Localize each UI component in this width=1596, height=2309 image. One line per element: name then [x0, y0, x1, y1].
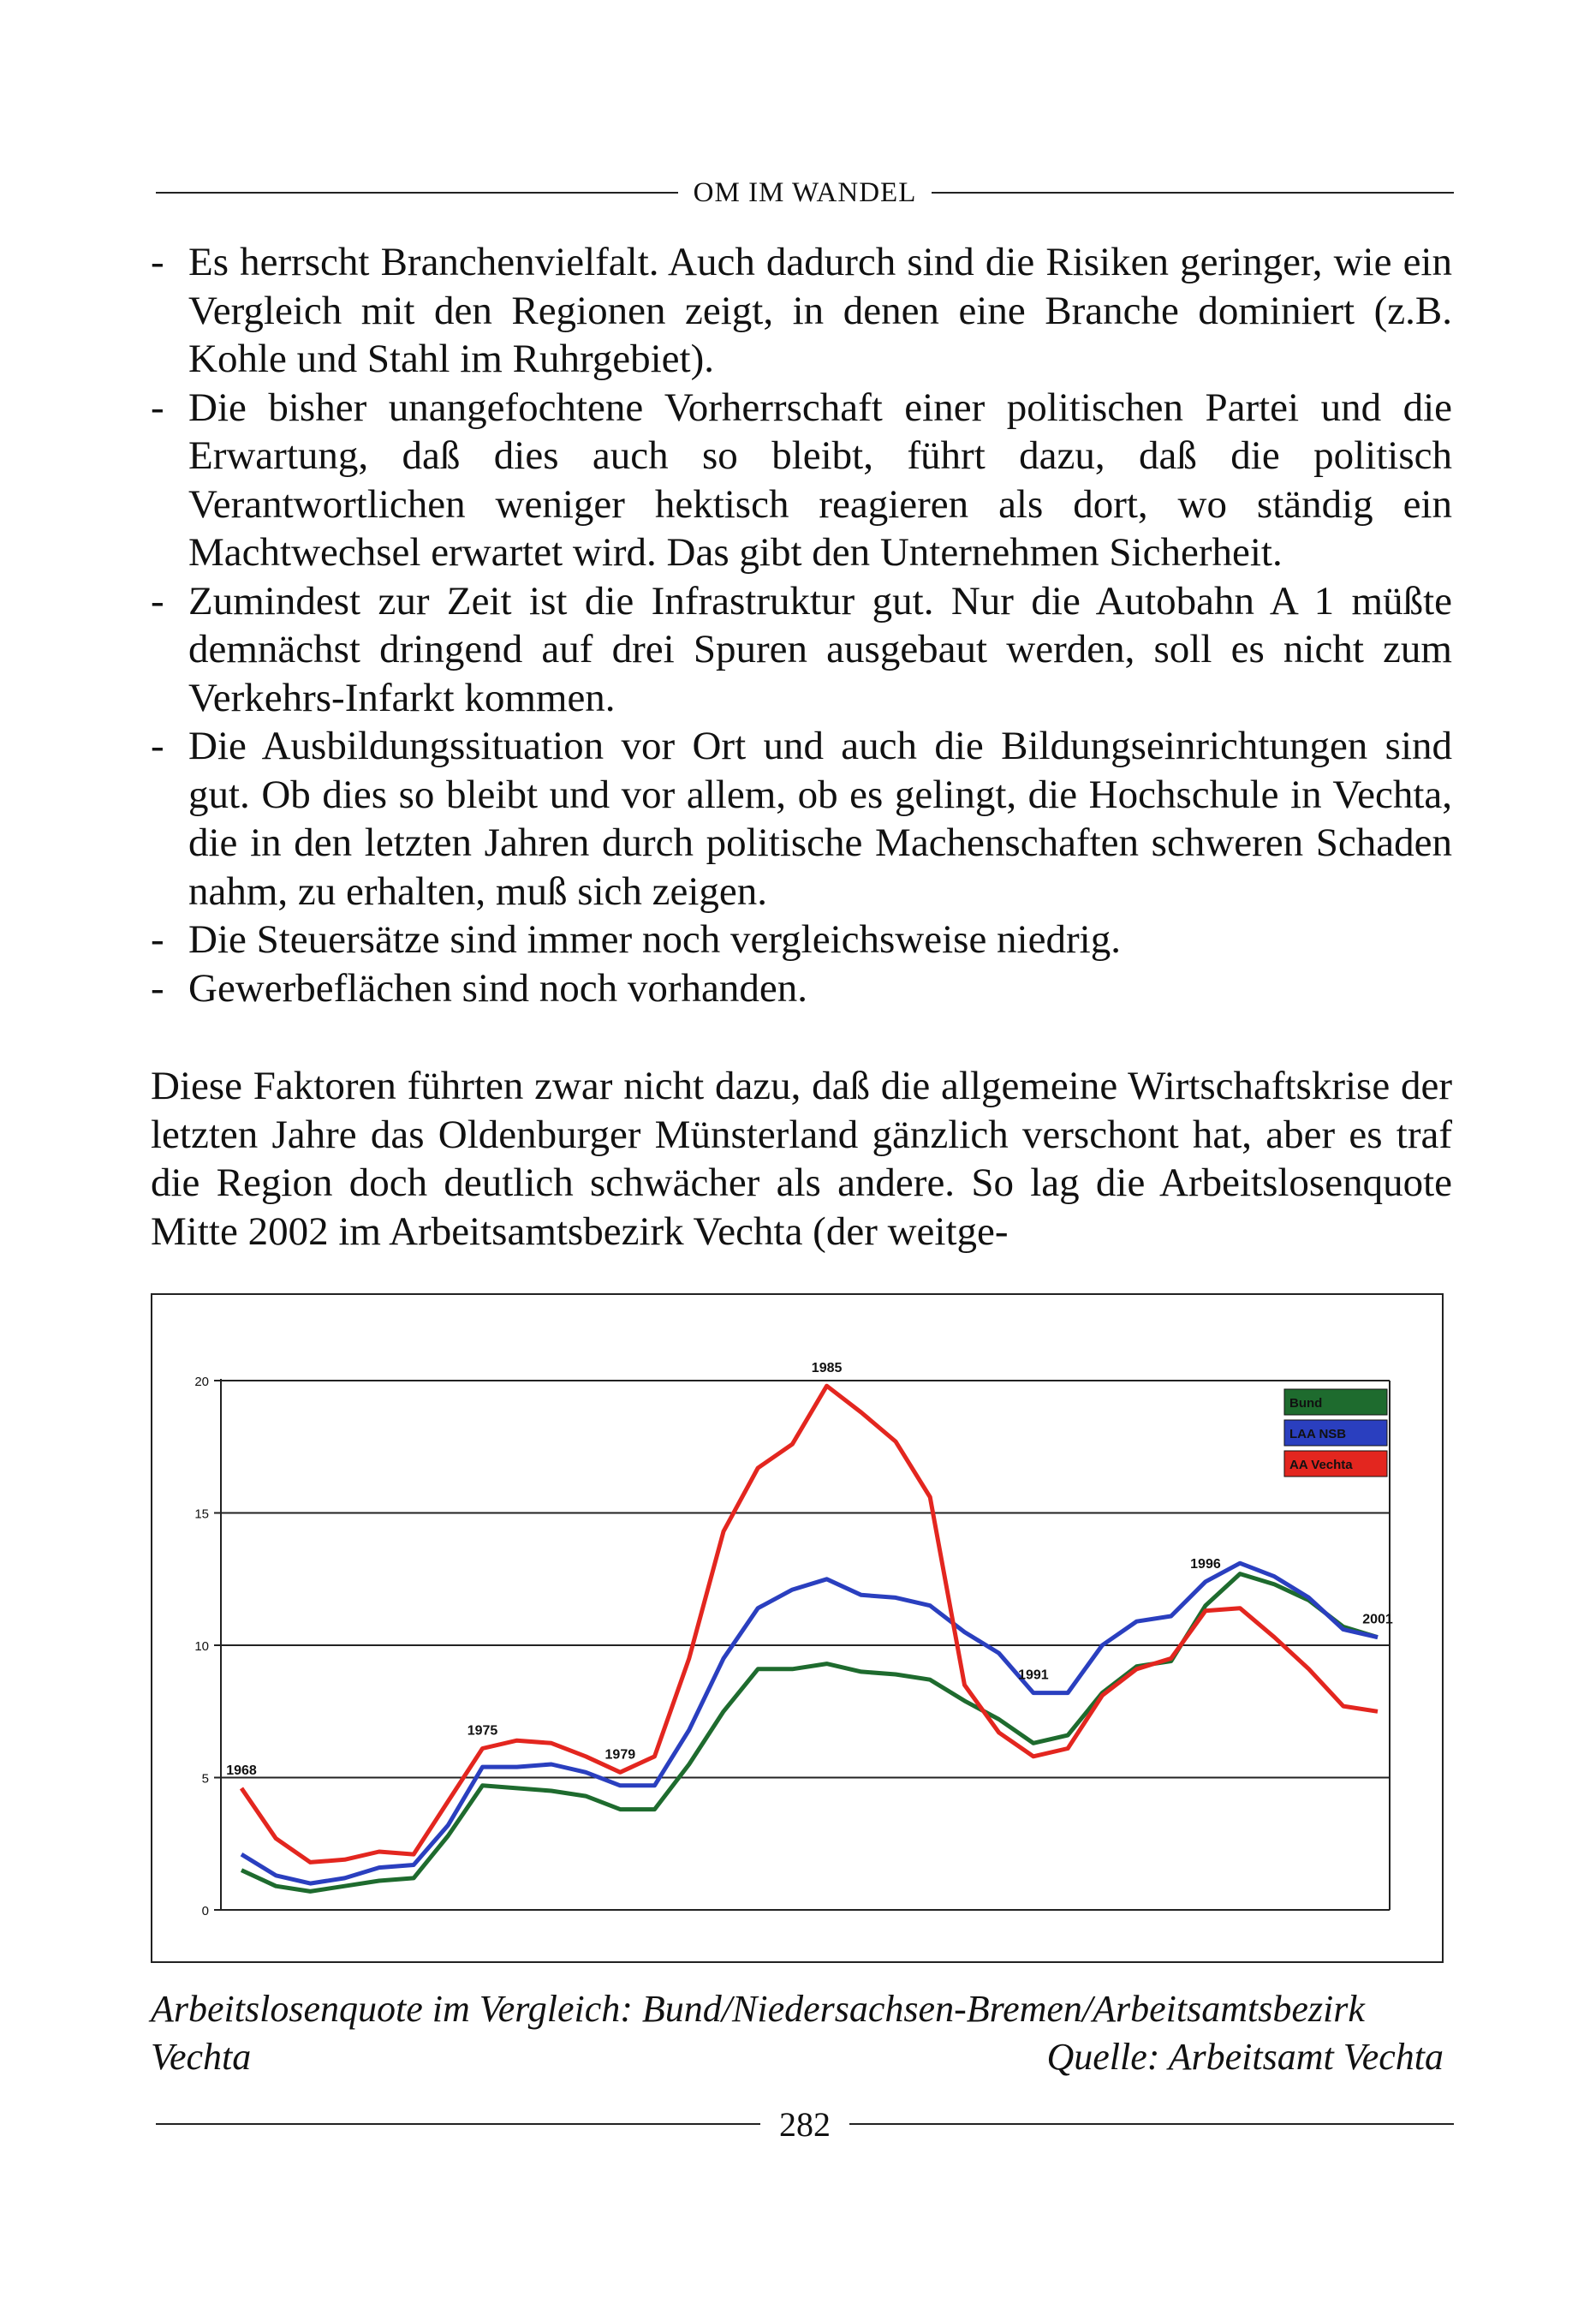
bullet-dash: -	[151, 385, 164, 430]
data-label: 1985	[811, 1361, 843, 1376]
bullet-dash: -	[151, 965, 164, 1011]
data-label: 1975	[467, 1723, 498, 1739]
bullet-item	[151, 384, 1452, 577]
bullet-dash: -	[151, 917, 164, 962]
bullet-item	[151, 577, 1452, 723]
header-title: OM IM WANDEL	[693, 176, 917, 208]
bullet-dash: -	[151, 578, 164, 623]
chart-frame	[151, 1293, 1444, 1963]
y-tick-label: 0	[201, 1904, 209, 1918]
footer-rule-left	[156, 2123, 760, 2125]
bullet-item	[151, 238, 1452, 384]
bullet-text: Die Ausbildungssituation vor Ort und auch die Bildungseinrichtungen sind gut. Ob dies so bleibt und vor allem, ob es gelingt, die Hochschule in Vechta, die in den letzten Jahren durch politische Machenschaften schweren Schaden nahm, zu erhalten, muß sich zeigen.	[188, 724, 1452, 914]
bullet-item	[151, 964, 1452, 1013]
page-footer	[156, 2098, 1454, 2150]
bullet-list	[151, 238, 1452, 1012]
y-tick-label: 10	[194, 1639, 209, 1654]
running-header	[156, 171, 1454, 214]
figure-caption	[151, 1985, 1444, 2081]
data-label: 2001	[1362, 1612, 1393, 1627]
data-label: 1968	[226, 1763, 257, 1778]
bullet-text: Die Steuersätze sind immer noch vergleichsweise niedrig.	[188, 917, 1121, 962]
bullet-dash: -	[151, 240, 164, 284]
page-number: 282	[779, 2104, 831, 2144]
bullet-item	[151, 916, 1452, 964]
series-line-aa-vechta	[241, 1386, 1378, 1862]
caption-text: Arbeitslosenquote im Vergleich: Bund/Niedersachsen-Bremen/Arbeitsamtsbezirk Vechta	[151, 1988, 1365, 2078]
bullet-item	[151, 722, 1452, 916]
legend-label: LAA NSB	[1289, 1427, 1347, 1441]
bullet-text: Zumindest zur Zeit ist die Infrastruktur gut. Nur die Autobahn A 1 müßte demnächst dringend auf drei Spuren ausgebaut werden, soll es nicht zum Verkehrs-Infarkt kommen.	[188, 578, 1452, 720]
bullet-dash: -	[151, 724, 164, 768]
data-label: 1979	[604, 1747, 636, 1763]
data-label: 1991	[1018, 1668, 1049, 1683]
unemployment-line-chart	[152, 1295, 1442, 1961]
body-paragraph: Diese Faktoren führten zwar nicht dazu, daß die allgemeine Wirtschaftskrise der letzten Jahre das Oldenburger Münsterland gänzlich verschont hat, aber es traf die Region doch deutlich schwächer als andere. So lag die Arbeitslosenquote Mitte 2002 im Arbeitsamtsbezirk Vechta (der weitge-	[151, 1064, 1452, 1254]
bullet-text: Gewerbeflächen sind noch vorhanden.	[188, 965, 807, 1011]
data-label: 1996	[1190, 1556, 1221, 1572]
legend-label: Bund	[1289, 1396, 1323, 1411]
legend-label: AA Vechta	[1289, 1458, 1353, 1472]
bullet-text: Es herrscht Branchenvielfalt. Auch dadurch sind die Risiken geringer, wie ein Vergleich mit den Regionen zeigt, in denen eine Branche dominiert (z.B. Kohle und Stahl im Ruhrgebiet).	[188, 240, 1452, 381]
y-tick-label: 5	[201, 1771, 209, 1787]
y-tick-label: 20	[194, 1375, 209, 1389]
header-rule-right	[932, 192, 1454, 194]
bullet-text: Die bisher unangefochtene Vorherrschaft einer politischen Partei und die Erwartung, daß dies auch so bleibt, führt dazu, daß die politisch Verantwortlichen weniger hektisch reagieren als dort, wo ständig ein Machtwechsel erwartet wird. Das gibt den Unternehmen Sicherheit.	[188, 385, 1452, 575]
header-rule-left	[156, 192, 678, 194]
series-line-bund	[241, 1574, 1378, 1892]
y-tick-label: 15	[194, 1507, 209, 1522]
caption-source: Quelle: Arbeitsamt Vechta	[1046, 2036, 1444, 2078]
footer-rule-right	[849, 2123, 1454, 2125]
